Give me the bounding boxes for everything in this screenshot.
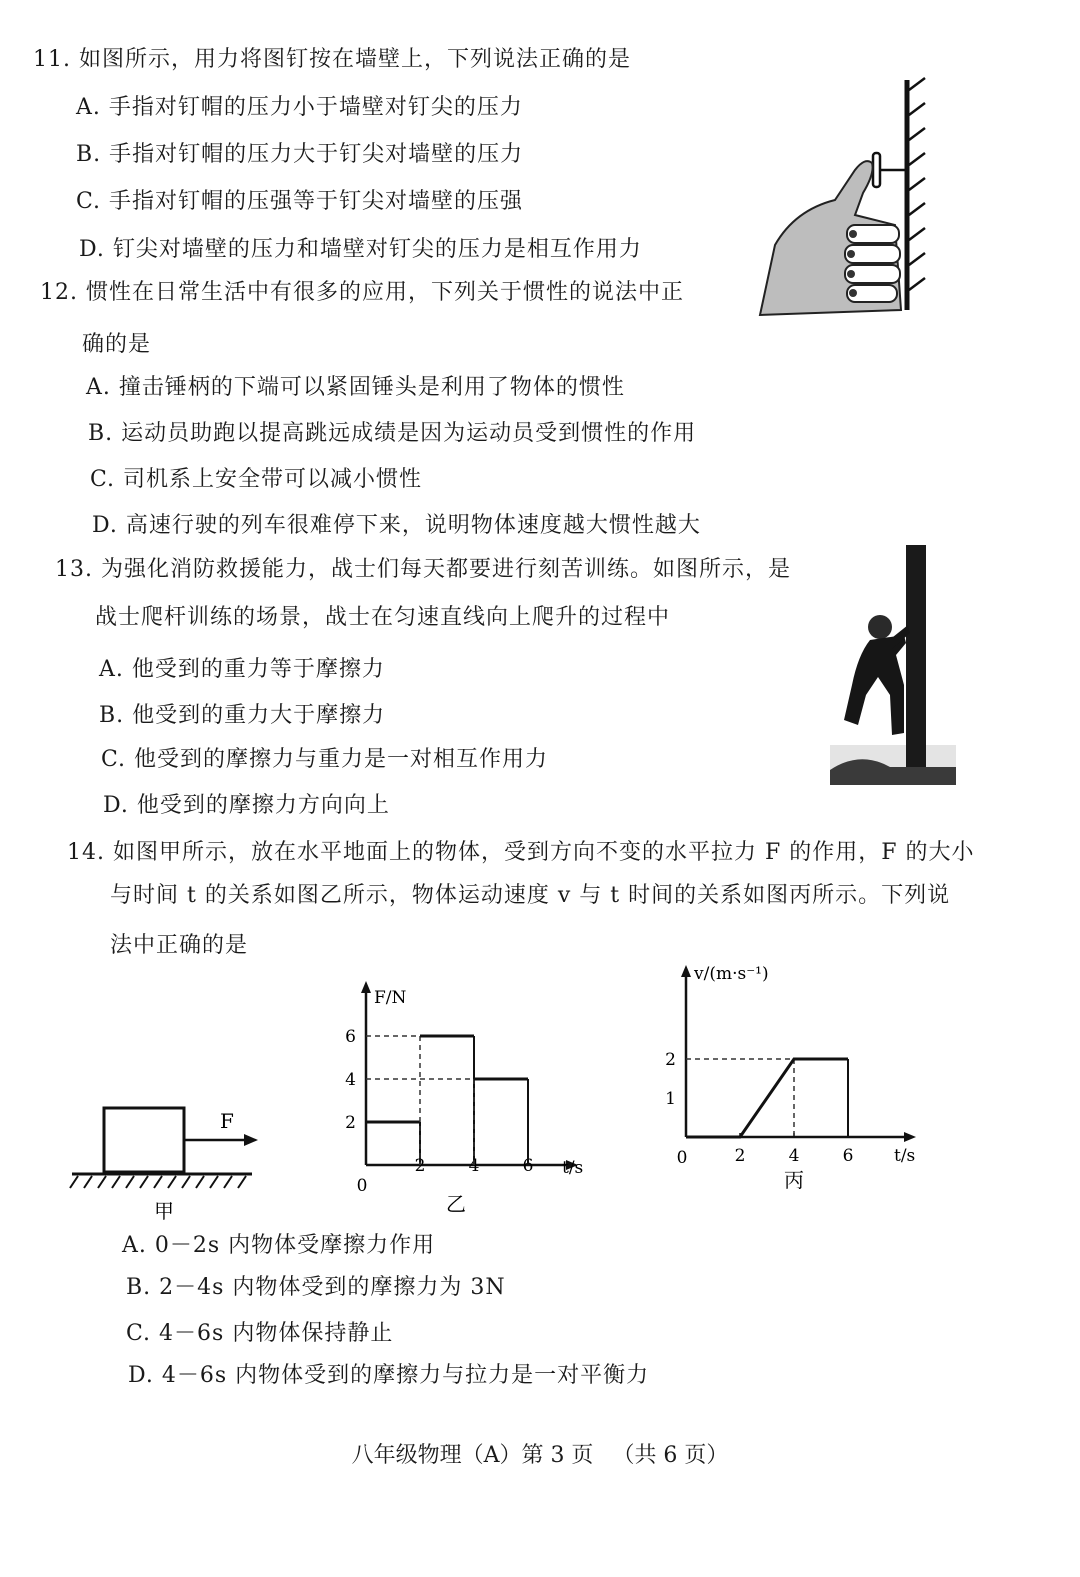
x-tick-label: 6 [522,1156,534,1176]
chart-bing-velocity-time [650,955,930,1200]
x-axis-label: t/s [562,1158,584,1178]
q11-option-d: D. 钉尖对墙壁的压力和墙壁对钉尖的压力是相互作用力 [79,237,642,262]
q11-stem: 11. 如图所示，用力将图钉按在墙壁上，下列说法正确的是 [33,47,631,72]
q13-stem-line1: 13. 为强化消防救援能力，战士们每天都要进行刻苦训练。如图所示，是 [55,557,791,582]
y-tick-label: 2 [345,1113,356,1133]
thumbtack-wall-figure [755,75,935,320]
x-axis-label: t/s [894,1146,916,1166]
q11-option-a: A. 手指对钉帽的压力小于墙壁对钉尖的压力 [76,95,523,120]
origin-label: 0 [356,1176,368,1196]
x-tick-label: 4 [788,1146,800,1166]
y-tick-label: 2 [665,1050,676,1070]
q14-stem-line1: 14. 如图甲所示，放在水平地面上的物体，受到方向不变的水平拉力 F 的作用，F 的大小 [67,840,975,865]
q12-stem-line1: 12. 惯性在日常生活中有很多的应用，下列关于惯性的说法中正 [40,280,684,305]
q12-option-c: C. 司机系上安全带可以减小惯性 [90,467,423,492]
q14-option-d: D. 4－6s 内物体受到的摩擦力与拉力是一对平衡力 [128,1363,650,1388]
q13-option-b: B. 他受到的重力大于摩擦力 [99,703,386,728]
y-axis-arrow [681,965,691,977]
footer-total-pages: （共 6 页） [612,1443,729,1468]
y-axis-label: F/N [374,988,407,1008]
q14-stem-line3: 法中正确的是 [110,933,249,958]
origin-label: 0 [676,1148,688,1168]
page-footer [0,1438,1080,1469]
y-tick-label: 4 [345,1070,356,1090]
x-tick-label: 6 [842,1146,854,1166]
chart-caption: 丙 [784,1168,804,1192]
q11-option-c: C. 手指对钉帽的压强等于钉尖对墙壁的压强 [76,189,524,214]
q12-option-a: A. 撞击锤柄的下端可以紧固锤头是利用了物体的惯性 [86,375,625,400]
y-axis-arrow [361,981,371,993]
q13-option-d: D. 他受到的摩擦力方向向上 [103,793,390,818]
q12-option-b: B. 运动员助跑以提高跳远成绩是因为运动员受到惯性的作用 [88,421,697,446]
y-axis-label: v/(m·s⁻¹) [694,964,769,984]
chart-yi-force-time [330,975,600,1225]
q14-stem-line2: 与时间 t 的关系如图乙所示，物体运动速度 v 与 t 时间的关系如图丙所示。下列说 [110,883,951,908]
chart-caption: 乙 [446,1192,466,1216]
q14-option-b: B. 2－4s 内物体受到的摩擦力为 3N [126,1275,506,1300]
q13-option-a: A. 他受到的重力等于摩擦力 [99,657,385,682]
x-tick-label: 2 [734,1146,746,1166]
y-tick-label: 6 [345,1027,356,1047]
q12-option-d: D. 高速行驶的列车很难停下来，说明物体速度越大惯性越大 [92,513,701,538]
pole-climbing-photo [830,545,956,785]
x-tick-label: 2 [414,1156,426,1176]
q13-option-c: C. 他受到的摩擦力与重力是一对相互作用力 [101,747,549,772]
q11-option-b: B. 手指对钉帽的压力大于钉尖对墙壁的压力 [76,142,524,167]
q13-stem-line2: 战士爬杆训练的场景，战士在匀速直线向上爬升的过程中 [95,605,671,630]
velocity-line [686,1059,848,1137]
figure-jia-block [68,1100,268,1225]
q14-option-c: C. 4－6s 内物体保持静止 [126,1321,394,1346]
q12-stem-line2: 确的是 [82,332,152,357]
x-axis-arrow [904,1132,916,1142]
q14-option-a: A. 0－2s 内物体受摩擦力作用 [122,1233,436,1258]
force-label: F [220,1109,234,1133]
figure-jia-caption: 甲 [154,1199,174,1223]
footer-subject-page: 八年级物理（A）第 3 页 [351,1443,594,1468]
x-tick-label: 4 [468,1156,480,1176]
y-tick-label: 1 [665,1089,676,1109]
